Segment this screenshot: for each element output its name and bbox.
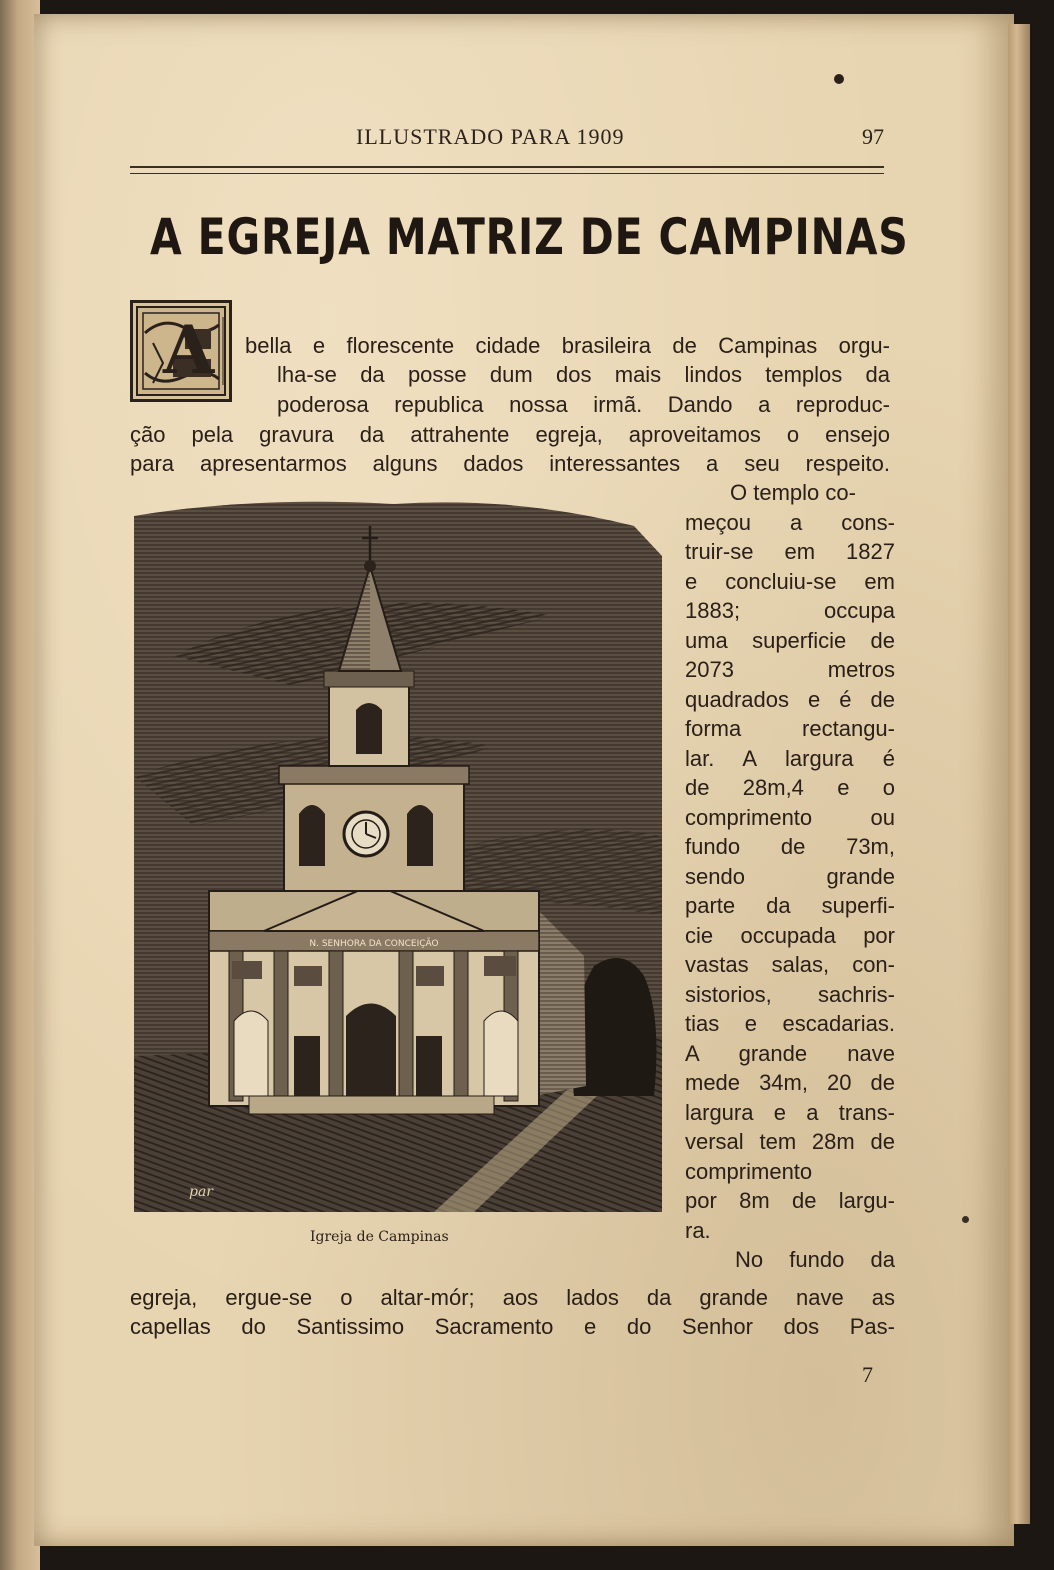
column-line: fundo de 73m, bbox=[685, 834, 895, 859]
column-line: tias e escadarias. bbox=[685, 1011, 895, 1036]
column-line: de 28m,4 e o bbox=[685, 775, 895, 800]
column-line: sendo grande bbox=[685, 863, 895, 889]
column-line: comprimento ou bbox=[685, 804, 895, 830]
engraver-signature: par bbox=[189, 1184, 214, 1200]
column-line: 1883; occupa bbox=[685, 598, 895, 623]
ink-spot bbox=[834, 74, 844, 84]
church-engraving bbox=[134, 496, 662, 1212]
footer-page-number: 7 bbox=[862, 1362, 873, 1387]
column-line: sistorios, sachris- bbox=[685, 981, 895, 1007]
running-head: ILLUSTRADO PARA 1909 bbox=[356, 124, 625, 149]
column-line: mede 34m, 20 de bbox=[685, 1070, 895, 1095]
body-line: poderosa republica nossa irmã. Dando a reproduc- bbox=[277, 392, 890, 417]
body-line: egreja, ergue-se o altar-mór; aos lados da grande nave as bbox=[130, 1285, 895, 1310]
column-line: 2073 metros bbox=[685, 657, 895, 682]
header-rule bbox=[130, 166, 884, 174]
pediment-inscription: N. SENHORA DA CONCEIÇÃO bbox=[309, 939, 439, 949]
column-line: versal tem 28m de bbox=[685, 1129, 895, 1154]
column-line: forma rectangu- bbox=[685, 716, 895, 741]
column-line: No fundo da bbox=[735, 1247, 895, 1272]
column-line: largura e a trans- bbox=[685, 1099, 895, 1125]
column-line: O templo co- bbox=[730, 480, 856, 505]
article-title: A EGREJA MATRIZ DE CAMPINAS bbox=[150, 208, 909, 266]
column-line: cie occupada por bbox=[685, 922, 895, 948]
body-line: para apresentarmos alguns dados interessantes a seu respeito. bbox=[130, 451, 890, 476]
ink-spot bbox=[962, 1216, 969, 1223]
body-line: bella e florescente cidade brasileira de Campinas orgu- bbox=[245, 333, 890, 358]
body-line: capellas do Santissimo Sacramento e do Senhor dos Pas- bbox=[130, 1314, 895, 1339]
column-line: comprimento bbox=[685, 1158, 813, 1184]
ornamental-dropcap bbox=[130, 300, 232, 402]
column-line: parte da superfi- bbox=[685, 893, 895, 918]
body-line: lha-se da posse dum dos mais lindos templos da bbox=[277, 362, 890, 387]
page-fore-edge bbox=[1008, 24, 1030, 1524]
column-line: quadrados e é de bbox=[685, 686, 895, 712]
column-line: e concluiu-se em bbox=[685, 568, 895, 594]
column-line: ra. bbox=[685, 1217, 711, 1243]
dropcap-letter: A bbox=[163, 311, 215, 389]
column-line: lar. A largura é bbox=[685, 745, 895, 771]
column-line: uma superficie de bbox=[685, 627, 895, 653]
figure-caption: Igreja de Campinas bbox=[310, 1229, 449, 1245]
column-line: vastas salas, con- bbox=[685, 952, 895, 977]
column-line: truir-se em 1827 bbox=[685, 539, 895, 564]
column-line: meçou a cons- bbox=[685, 509, 895, 535]
body-line: ção pela gravura da attrahente egreja, aproveitamos o ensejo bbox=[130, 422, 890, 447]
column-line: A grande nave bbox=[685, 1040, 895, 1066]
page-number: 97 bbox=[862, 124, 884, 149]
column-line: por 8m de largu- bbox=[685, 1188, 895, 1213]
